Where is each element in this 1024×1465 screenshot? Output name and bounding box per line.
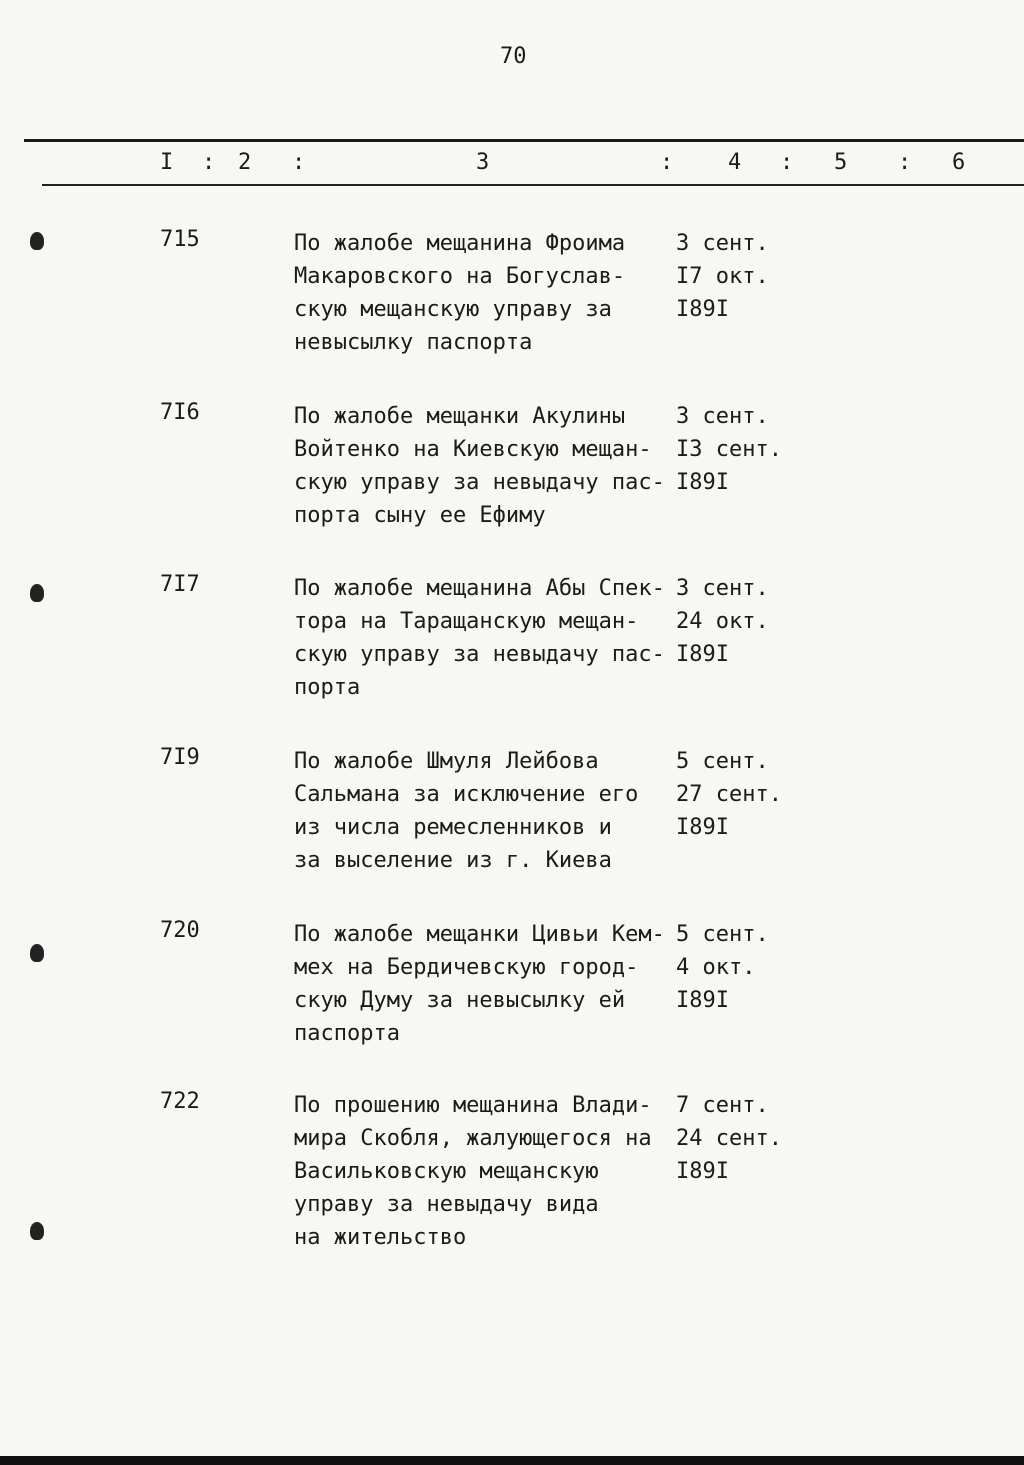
bottom-rule bbox=[0, 1456, 1024, 1465]
end-date: 24 сент. bbox=[676, 1126, 782, 1151]
end-date: 24 окт. bbox=[676, 609, 769, 634]
year: I89I bbox=[676, 988, 729, 1013]
punch-hole-mark bbox=[30, 232, 44, 250]
start-date: 7 сент. bbox=[676, 1093, 769, 1118]
description-line: мира Скобля, жалующегося на bbox=[294, 1126, 652, 1151]
year: I89I bbox=[676, 642, 729, 667]
description-line: управу за невыдачу вида bbox=[294, 1192, 599, 1217]
start-date: 5 сент. bbox=[676, 749, 769, 774]
entry-dates bbox=[676, 745, 782, 844]
entry-dates bbox=[676, 227, 769, 326]
column-separator: : bbox=[292, 150, 306, 175]
start-date: 3 сент. bbox=[676, 231, 769, 256]
punch-hole-mark bbox=[30, 584, 44, 602]
entry-description bbox=[294, 572, 665, 704]
start-date: 5 сент. bbox=[676, 922, 769, 947]
entry-description bbox=[294, 745, 638, 877]
column-separator: : bbox=[660, 150, 674, 175]
end-date: 4 окт. bbox=[676, 955, 756, 980]
column-header-3: 3 bbox=[476, 150, 490, 175]
year: I89I bbox=[676, 815, 729, 840]
page-number: 70 bbox=[500, 44, 527, 69]
description-line: из числа ремесленников и bbox=[294, 815, 612, 840]
end-date: I3 сент. bbox=[676, 437, 782, 462]
column-header-4: 4 bbox=[728, 150, 742, 175]
entry-description bbox=[294, 918, 665, 1050]
description-line: скую Думу за невысылку ей bbox=[294, 988, 626, 1013]
year: I89I bbox=[676, 1159, 729, 1184]
description-line: на жительство bbox=[294, 1225, 467, 1250]
end-date: 27 сент. bbox=[676, 782, 782, 807]
column-header-2: 2 bbox=[238, 150, 252, 175]
punch-hole-mark bbox=[30, 1222, 44, 1240]
description-line: невысылку паспорта bbox=[294, 330, 533, 355]
description-line: Войтенко на Киевскую мещан- bbox=[294, 437, 652, 462]
column-header-5: 5 bbox=[834, 150, 848, 175]
entry-dates bbox=[676, 572, 769, 671]
punch-hole-mark bbox=[30, 944, 44, 962]
entry-number: 720 bbox=[160, 918, 200, 943]
column-separator: : bbox=[202, 150, 216, 175]
column-separator: : bbox=[898, 150, 912, 175]
description-line: По жалобе Шмуля Лейбова bbox=[294, 749, 599, 774]
description-line: мех на Бердичевскую город- bbox=[294, 955, 639, 980]
header-rule bbox=[42, 184, 1024, 186]
description-line: скую мещанскую управу за bbox=[294, 297, 612, 322]
start-date: 3 сент. bbox=[676, 576, 769, 601]
column-header-6: 6 bbox=[952, 150, 966, 175]
year: I89I bbox=[676, 470, 729, 495]
description-line: По жалобе мещанина Фроима bbox=[294, 231, 626, 256]
entry-number: 7I6 bbox=[160, 400, 200, 425]
description-line: скую управу за невыдачу пас- bbox=[294, 470, 665, 495]
start-date: 3 сент. bbox=[676, 404, 769, 429]
entry-dates bbox=[676, 1089, 782, 1188]
column-separator: : bbox=[780, 150, 794, 175]
entry-dates bbox=[676, 400, 782, 499]
description-line: Сальмана за исключение его bbox=[294, 782, 639, 807]
description-line: По жалобе мещанки Акулины bbox=[294, 404, 626, 429]
description-line: По прошению мещанина Влади- bbox=[294, 1093, 652, 1118]
description-line: паспорта bbox=[294, 1021, 400, 1046]
description-line: Макаровского на Богуслав- bbox=[294, 264, 626, 289]
description-line: скую управу за невыдачу пас- bbox=[294, 642, 665, 667]
entry-number: 7I7 bbox=[160, 572, 200, 597]
top-rule bbox=[24, 139, 1024, 142]
entry-number: 715 bbox=[160, 227, 200, 252]
description-line: По жалобе мещанки Цивьи Кем- bbox=[294, 922, 665, 947]
entry-description bbox=[294, 227, 625, 359]
entry-description bbox=[294, 1089, 652, 1254]
description-line: порта сыну ее Ефиму bbox=[294, 503, 546, 528]
description-line: тора на Таращанскую мещан- bbox=[294, 609, 639, 634]
column-header-1: I bbox=[160, 150, 174, 175]
description-line: По жалобе мещанина Абы Спек- bbox=[294, 576, 665, 601]
year: I89I bbox=[676, 297, 729, 322]
entry-number: 722 bbox=[160, 1089, 200, 1114]
entry-dates bbox=[676, 918, 769, 1017]
entry-number: 7I9 bbox=[160, 745, 200, 770]
description-line: за выселение из г. Киева bbox=[294, 848, 612, 873]
entry-description bbox=[294, 400, 665, 532]
description-line: Васильковскую мещанскую bbox=[294, 1159, 599, 1184]
description-line: порта bbox=[294, 675, 361, 700]
end-date: I7 окт. bbox=[676, 264, 769, 289]
